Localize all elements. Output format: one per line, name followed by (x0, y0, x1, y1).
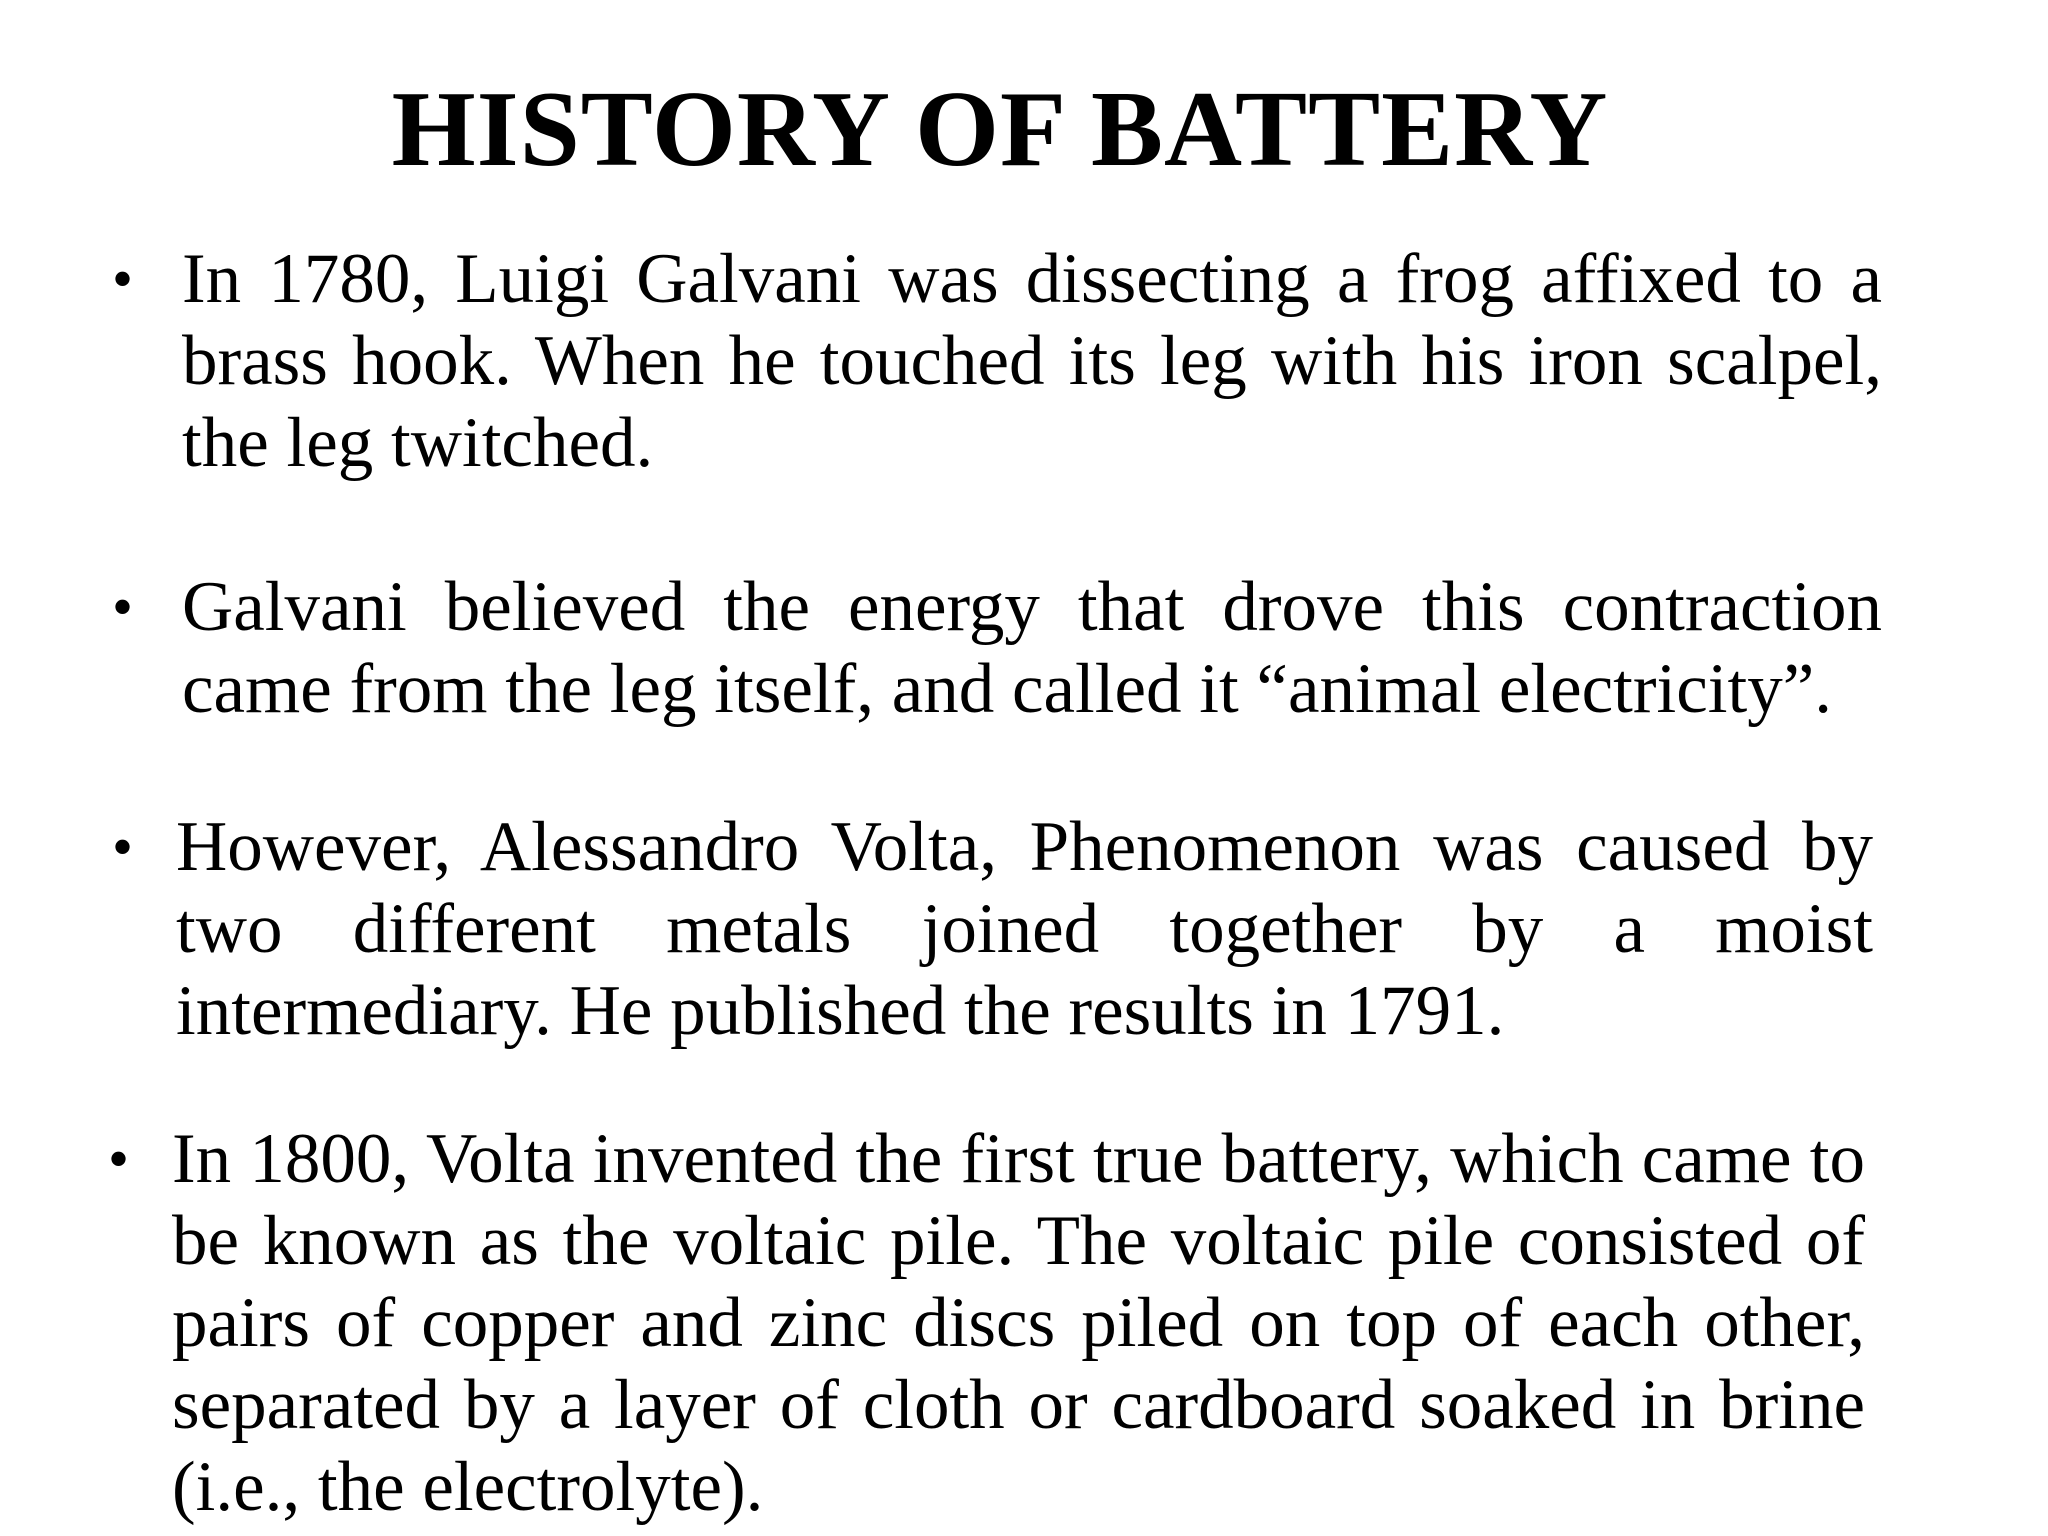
slide-title: HISTORY OF BATTERY (391, 70, 1609, 189)
bullet-icon: • (112, 814, 134, 880)
bullet-icon: • (112, 246, 134, 312)
bullet-item-animal-electricity (182, 566, 1882, 730)
bullet-icon: • (112, 574, 134, 640)
bullet-icon: • (108, 1126, 130, 1192)
bullet-item-galvani-frog (182, 238, 1882, 484)
bullet-text: In 1780, Luigi Galvani was dissecting a frog affixed to a brass hook. When he touched its leg with his iron scalpel, the leg twitched. (182, 240, 1882, 482)
bullet-item-voltaic-pile (172, 1118, 1865, 1528)
bullet-text: Galvani believed the energy that drove this contraction came from the leg itself, and called it “animal electricity”. (182, 568, 1882, 728)
bullet-text: In 1800, Volta invented the first true battery, which came to be known as the voltaic pile. The voltaic pile consisted of pairs of copper and zinc discs piled on top of each other, separated by a layer of cloth or cardboard soaked in brine (i.e., the electrolyte). (172, 1120, 1865, 1526)
bullet-text: However, Alessandro Volta, Phenomenon was caused by two different metals joined together by a moist intermediary. He published the results in 1791. (176, 808, 1873, 1050)
bullet-item-volta-metals (176, 806, 1873, 1052)
